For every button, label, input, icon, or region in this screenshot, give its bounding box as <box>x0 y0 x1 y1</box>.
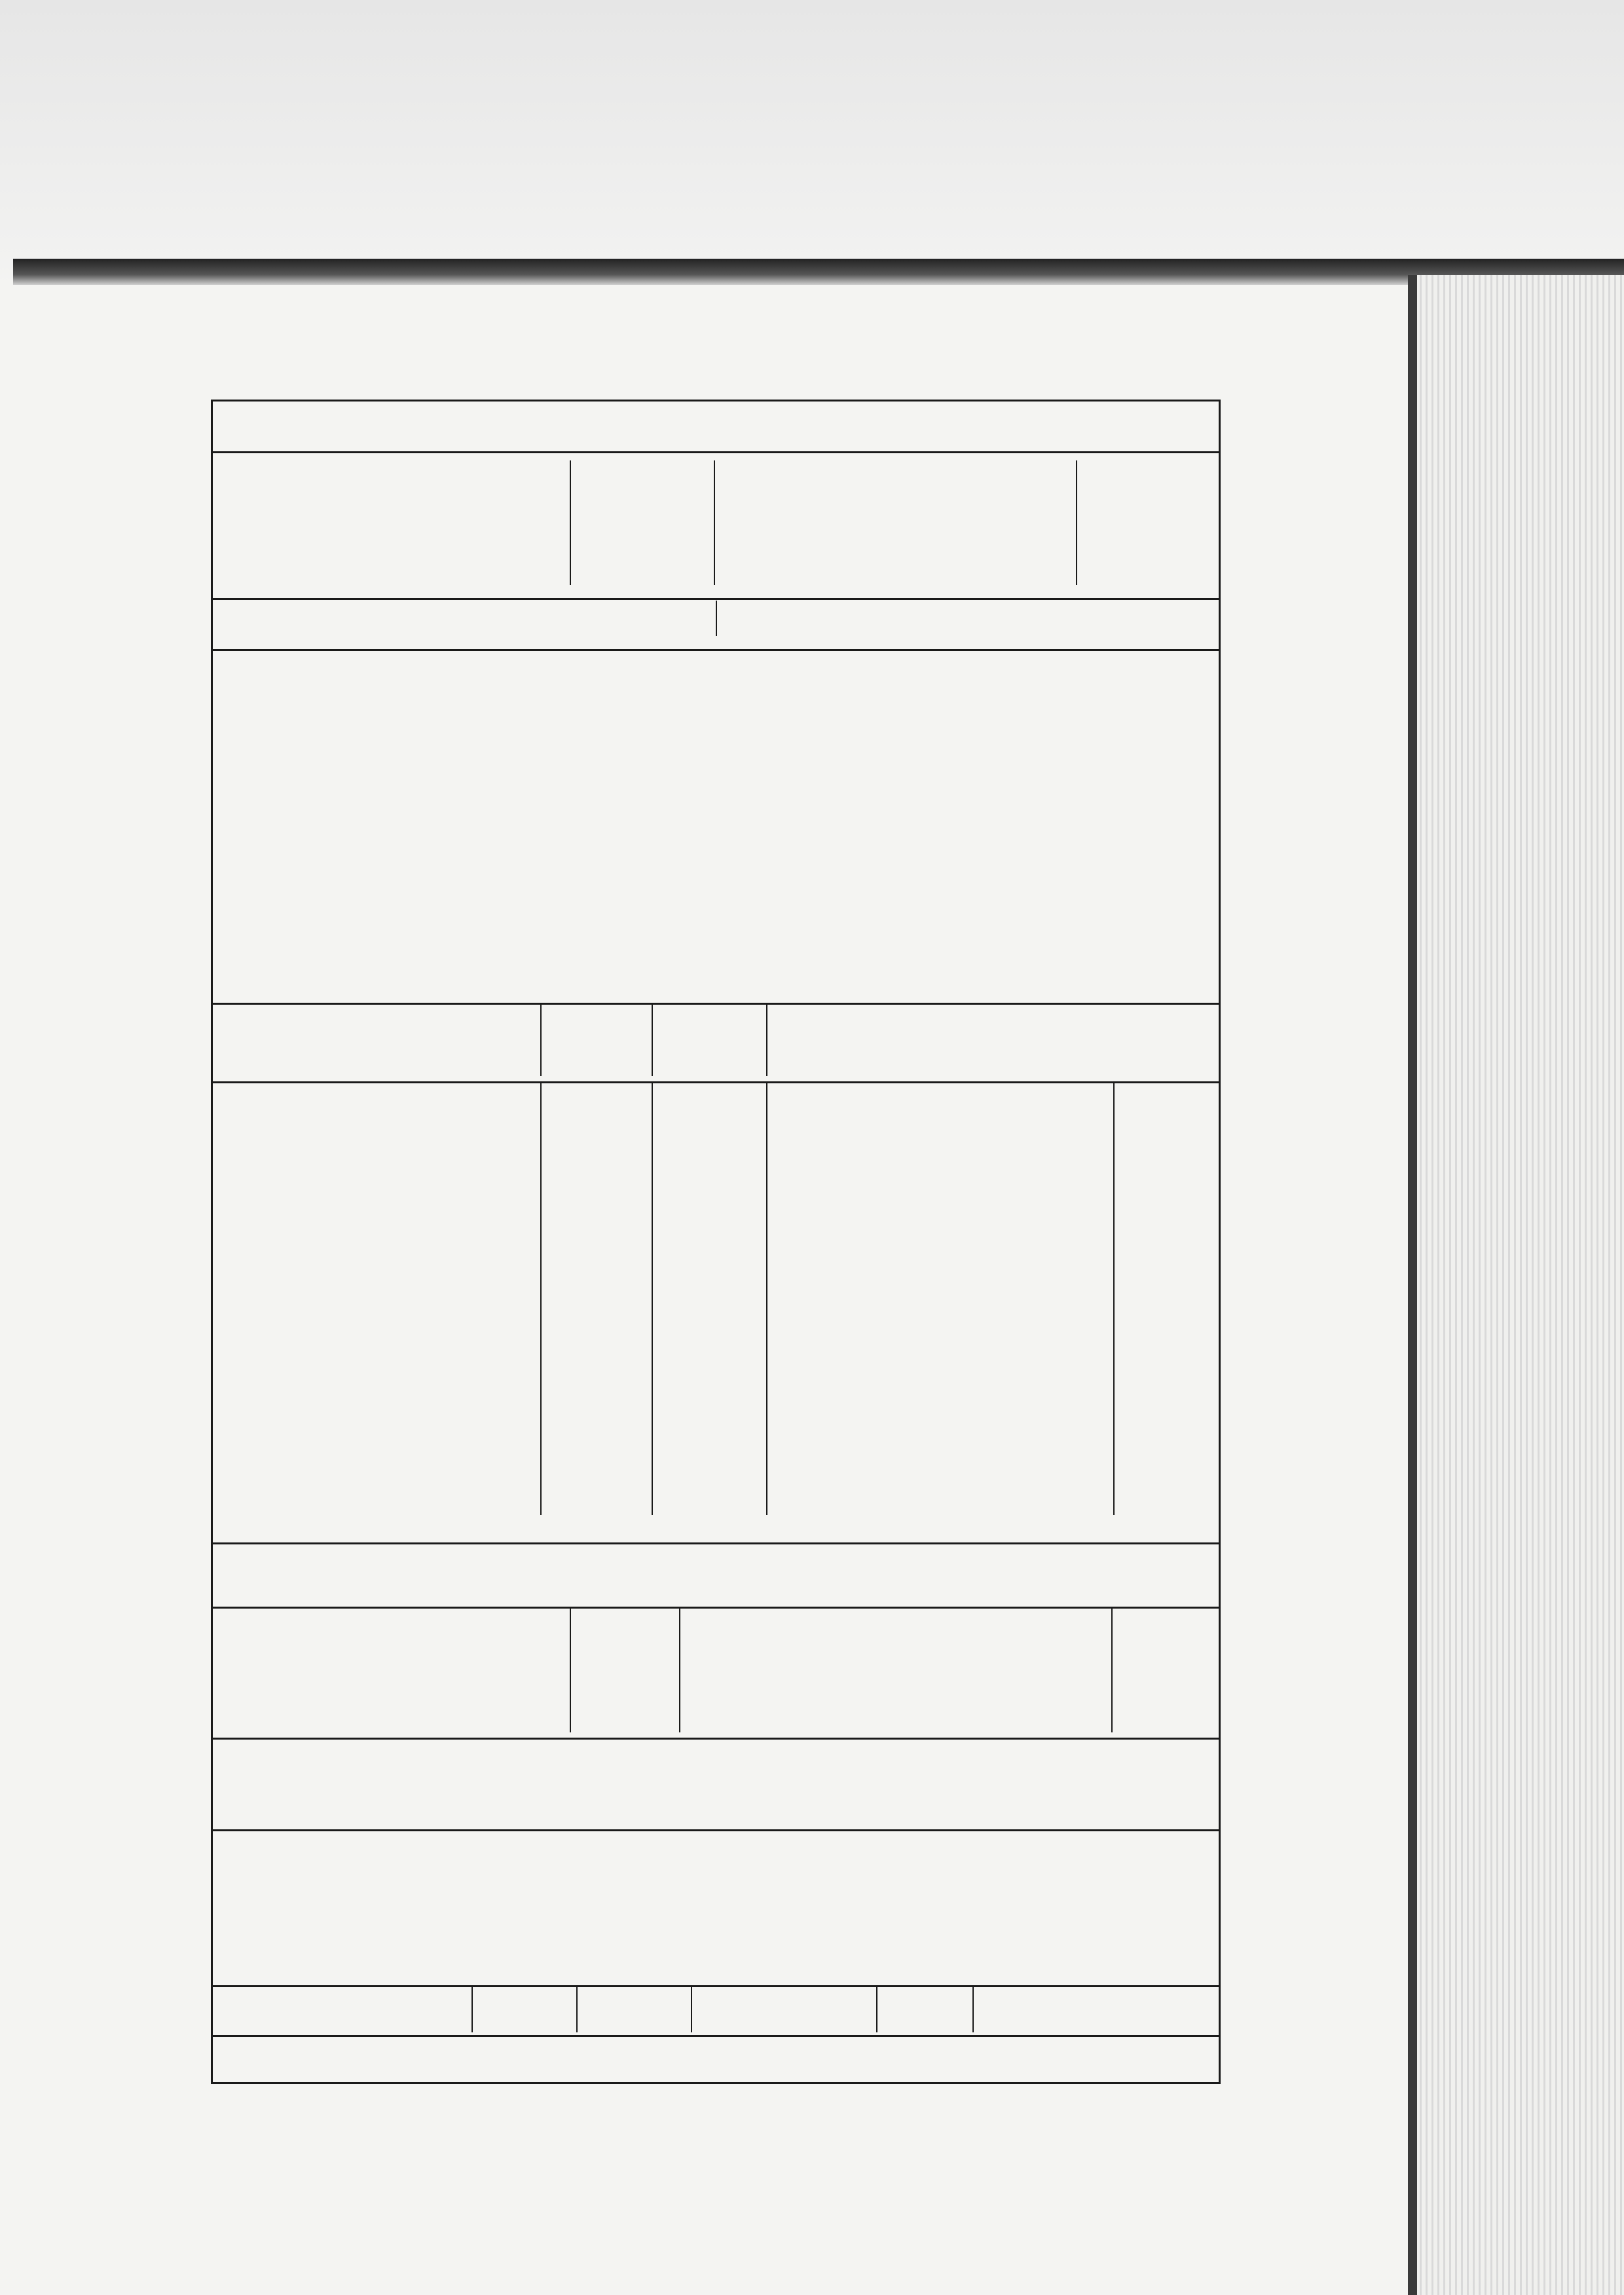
divider <box>213 1829 1219 1831</box>
col-divider <box>876 1987 877 2032</box>
col-divider <box>766 1004 767 1076</box>
divider <box>213 1607 1219 1609</box>
scan-binding-shadow <box>13 259 1624 285</box>
divider <box>213 2035 1219 2037</box>
col-divider <box>691 1987 692 2032</box>
col-divider <box>1111 1608 1113 1732</box>
book-spine-shadow <box>1408 275 1417 2295</box>
col-divider <box>679 1608 680 1732</box>
col-divider <box>716 601 717 636</box>
divider <box>213 1542 1219 1544</box>
col-divider <box>471 1987 473 2032</box>
divider <box>213 649 1219 651</box>
divider <box>213 451 1219 453</box>
col-divider <box>652 1004 653 1076</box>
divider <box>213 598 1219 600</box>
divider <box>213 1081 1219 1083</box>
col-divider <box>652 1083 653 1515</box>
indicators-table <box>211 400 1221 2084</box>
col-divider <box>540 1083 542 1515</box>
divider <box>213 1738 1219 1740</box>
divider <box>213 1985 1219 1987</box>
col-divider <box>570 1608 571 1732</box>
scan-top-margin <box>0 0 1624 288</box>
col-divider <box>570 460 571 585</box>
col-divider <box>540 1004 542 1076</box>
col-divider <box>1076 460 1077 585</box>
col-divider <box>1113 1083 1115 1515</box>
page <box>211 400 1221 2102</box>
book-page-edges <box>1408 275 1624 2295</box>
col-divider <box>576 1987 578 2032</box>
col-divider <box>766 1083 767 1515</box>
divider <box>213 1003 1219 1005</box>
col-divider <box>714 460 715 585</box>
col-divider <box>972 1987 974 2032</box>
